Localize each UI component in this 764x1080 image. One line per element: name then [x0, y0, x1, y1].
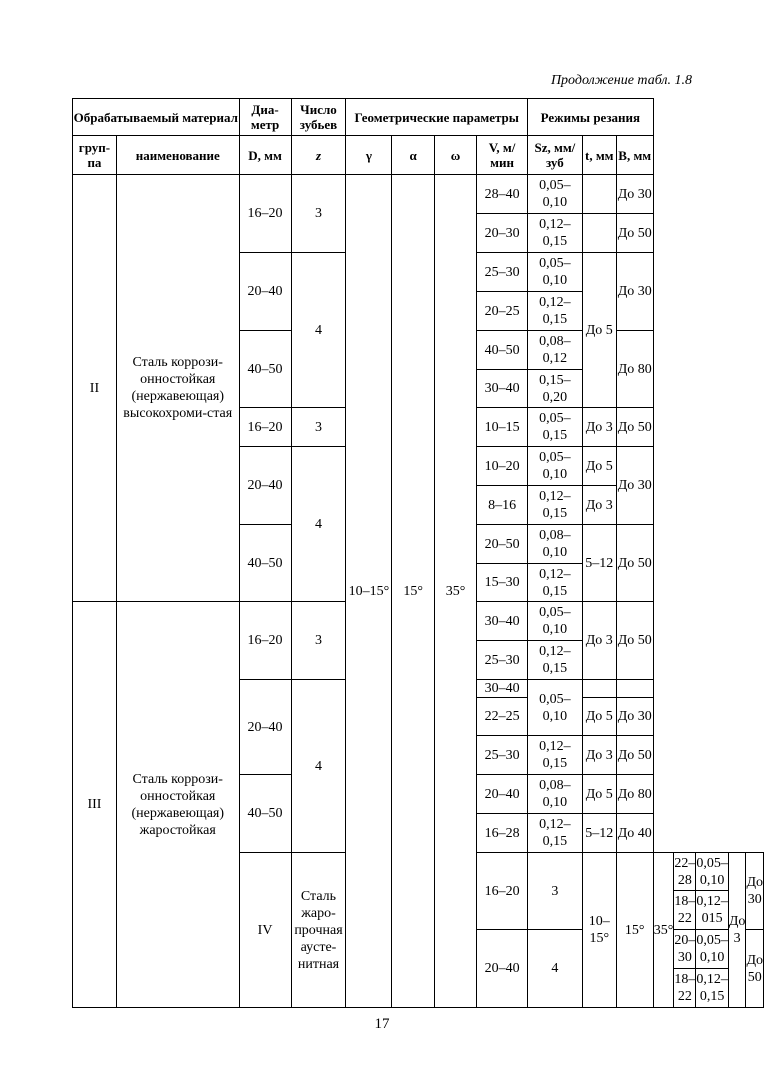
v-cell: 20–25 — [477, 292, 528, 331]
z-cell: 3 — [291, 408, 346, 447]
header-row-1 — [73, 99, 764, 136]
b-cell: До 40 — [616, 814, 653, 853]
name-header: наименование — [116, 136, 239, 175]
v-cell: 30–40 — [477, 602, 528, 641]
b-cell: До 30 — [616, 253, 653, 331]
v-cell: 28–40 — [477, 175, 528, 214]
b-cell: До 30 — [746, 853, 764, 930]
b-cell — [616, 680, 653, 698]
v-cell: 40–50 — [477, 331, 528, 370]
sz-cell: 0,08–0,10 — [527, 525, 582, 564]
alpha-header: α — [392, 136, 434, 175]
sz-cell: 0,12–0,15 — [527, 641, 582, 680]
table-row — [73, 175, 764, 214]
sz-cell: 0,05–0,10 — [696, 853, 729, 891]
group-cell: II — [73, 175, 117, 602]
teeth-header: Число зубьев — [291, 99, 346, 136]
cutting-modes-table — [72, 98, 764, 1008]
d-cell: 16–20 — [239, 175, 291, 253]
group-cell: III — [73, 602, 117, 1008]
t-cell — [582, 175, 616, 214]
t-header: t, мм — [582, 136, 616, 175]
b-cell: До 50 — [616, 736, 653, 775]
v-cell: 10–20 — [477, 447, 528, 486]
d-cell: 40–50 — [239, 331, 291, 408]
t-cell — [582, 680, 616, 698]
d-header: D, мм — [239, 136, 291, 175]
gamma-cell: 10–15° — [346, 175, 392, 1008]
t-cell: До 3 — [582, 486, 616, 525]
sz-cell: 0,12–0,15 — [527, 564, 582, 602]
gamma-header: γ — [346, 136, 392, 175]
b-cell: До 80 — [616, 775, 653, 814]
v-cell: 15–30 — [477, 564, 528, 602]
v-header: V, м/мин — [477, 136, 528, 175]
t-cell: До 5 — [582, 698, 616, 736]
z-header: z — [291, 136, 346, 175]
sz-cell: 0,05–0,10 — [696, 930, 729, 969]
v-cell: 25–30 — [477, 641, 528, 680]
sz-cell: 0,15–0,20 — [527, 370, 582, 408]
b-cell: До 50 — [616, 214, 653, 253]
v-cell: 20–30 — [477, 214, 528, 253]
b-cell: До 30 — [616, 698, 653, 736]
sz-cell: 0,08–0,10 — [527, 775, 582, 814]
sz-cell: 0,05–0,10 — [527, 602, 582, 641]
sz-cell: 0,12–0,15 — [527, 292, 582, 331]
material-name: Сталь коррози-онностойкая (нержавеющая) жаростойкая — [116, 602, 239, 1008]
d-cell: 16–20 — [239, 408, 291, 447]
z-cell: 3 — [291, 175, 346, 253]
v-cell: 8–16 — [477, 486, 528, 525]
d-cell: 20–40 — [477, 930, 528, 1008]
sz-cell: 0,12–0,15 — [696, 969, 729, 1008]
group-header: груп-па — [73, 136, 117, 175]
geometry-header: Геометрические параметры — [346, 99, 527, 136]
b-cell: До 30 — [616, 447, 653, 525]
alpha-cell: 15° — [392, 175, 434, 1008]
v-cell: 18–22 — [674, 891, 696, 930]
b-header: B, мм — [616, 136, 653, 175]
v-cell: 22–28 — [674, 853, 696, 891]
sz-cell: 0,05–0,10 — [527, 447, 582, 486]
d-cell: 40–50 — [239, 525, 291, 602]
v-cell: 25–30 — [477, 253, 528, 292]
sz-cell: 0,05–0,10 — [527, 253, 582, 292]
t-cell: До 3 — [582, 602, 616, 680]
t-cell: До 3 — [582, 736, 616, 775]
t-cell: До 3 — [728, 853, 746, 1008]
sz-cell: 0,12–0,15 — [527, 736, 582, 775]
t-cell: До 5 — [582, 775, 616, 814]
table-caption: Продолжение табл. 1.8 — [550, 73, 692, 88]
t-cell: До 5 — [582, 447, 616, 486]
t-cell: 5–12 — [582, 525, 616, 602]
t-cell: 5–12 — [582, 814, 616, 853]
sz-cell: 0,05–0,10 — [527, 680, 582, 736]
z-cell: 4 — [291, 680, 346, 853]
sz-cell: 0,12–0,15 — [527, 486, 582, 525]
alpha-cell: 15° — [616, 853, 653, 1008]
sz-cell: 0,08–0,12 — [527, 331, 582, 370]
b-cell: До 50 — [616, 602, 653, 680]
t-cell: До 3 — [582, 408, 616, 447]
b-cell: До 50 — [616, 525, 653, 602]
d-cell: 16–20 — [477, 853, 528, 930]
group-cell: IV — [239, 853, 291, 1008]
b-cell: До 30 — [616, 175, 653, 214]
v-cell: 10–15 — [477, 408, 528, 447]
sz-cell: 0,12–015 — [696, 891, 729, 930]
z-cell: 4 — [291, 253, 346, 408]
sz-cell: 0,12–0,15 — [527, 214, 582, 253]
v-cell: 30–40 — [477, 680, 528, 698]
z-cell: 4 — [527, 930, 582, 1008]
gamma-cell: 10–15° — [582, 853, 616, 1008]
omega-header: ω — [434, 136, 476, 175]
material-name: Сталь коррози-онностойкая (нержавеющая) высокохроми-стая — [116, 175, 239, 602]
diameter-header: Диа-метр — [239, 99, 291, 136]
sz-header: Sz, мм/зуб — [527, 136, 582, 175]
t-cell: До 5 — [582, 253, 616, 408]
b-cell: До 50 — [746, 930, 764, 1008]
omega-cell: 35° — [653, 853, 674, 1008]
t-cell — [582, 214, 616, 253]
z-cell: 3 — [291, 602, 346, 680]
d-cell: 16–20 — [239, 602, 291, 680]
b-cell: До 80 — [616, 331, 653, 408]
omega-cell: 35° — [434, 175, 476, 1008]
d-cell: 40–50 — [239, 775, 291, 853]
d-cell: 20–40 — [239, 253, 291, 331]
material-header: Обрабатываемый материал — [73, 99, 240, 136]
d-cell: 20–40 — [239, 447, 291, 525]
v-cell: 20–50 — [477, 525, 528, 564]
b-cell: До 50 — [616, 408, 653, 447]
header-row-2 — [73, 136, 764, 175]
v-cell: 25–30 — [477, 736, 528, 775]
v-cell: 22–25 — [477, 698, 528, 736]
d-cell: 20–40 — [239, 680, 291, 775]
v-cell: 18–22 — [674, 969, 696, 1008]
z-cell: 4 — [291, 447, 346, 602]
material-name: Сталь жаро-прочная аусте-нитная — [291, 853, 346, 1008]
v-cell: 30–40 — [477, 370, 528, 408]
sz-cell: 0,12–0,15 — [527, 814, 582, 853]
sz-cell: 0,05–0,10 — [527, 175, 582, 214]
v-cell: 20–30 — [674, 930, 696, 969]
z-cell: 3 — [527, 853, 582, 930]
v-cell: 16–28 — [477, 814, 528, 853]
v-cell: 20–40 — [477, 775, 528, 814]
sz-cell: 0,05–0,15 — [527, 408, 582, 447]
cutting-header: Режимы резания — [527, 99, 653, 136]
page-number: 17 — [374, 1016, 390, 1032]
